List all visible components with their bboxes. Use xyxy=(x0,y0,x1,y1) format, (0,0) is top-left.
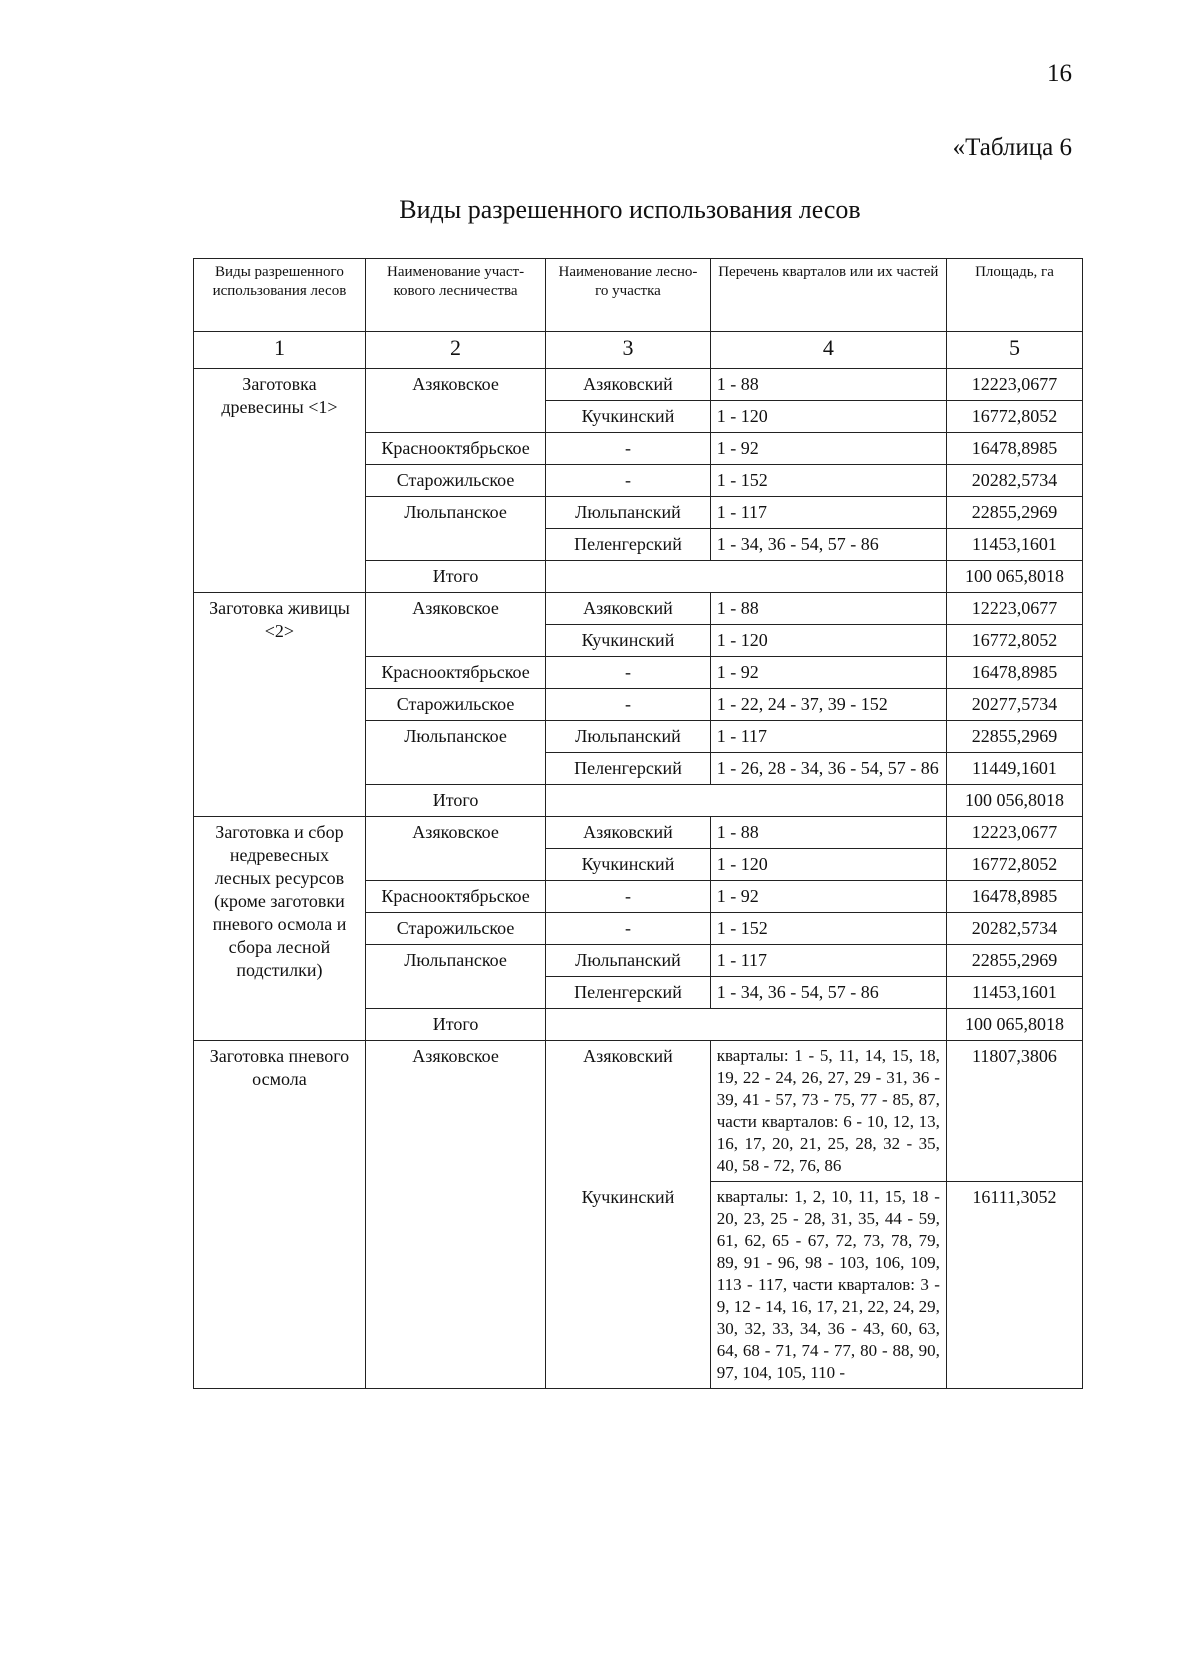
header-row xyxy=(194,259,1083,332)
area-cell: 16111,3052 xyxy=(946,1182,1082,1389)
quarters-cell: 1 - 26, 28 - 34, 36 - 54, 57 - 86 xyxy=(710,753,946,785)
header-district: Наименование участ-кового лесничества xyxy=(365,259,545,332)
district-cell: Люльпанское xyxy=(365,721,545,785)
area-cell: 22855,2969 xyxy=(946,945,1082,977)
area-cell: 20282,5734 xyxy=(946,913,1082,945)
table-label: «Таблица 6 xyxy=(952,134,1072,161)
total-empty-cell xyxy=(546,785,947,817)
total-label: Итого xyxy=(365,561,545,593)
area-cell: 20277,5734 xyxy=(946,689,1082,721)
quarters-cell: 1 - 34, 36 - 54, 57 - 86 xyxy=(710,529,946,561)
plot-cell: Азяковский xyxy=(546,1041,711,1182)
plot-cell: Кучкинский xyxy=(546,401,711,433)
plot-cell: Люльпанский xyxy=(546,497,711,529)
quarters-cell: кварталы: 1, 2, 10, 11, 15, 18 - 20, 23, 25 - 28, 31, 35, 44 - 59, 61, 62, 65 - 67, 72, 73, 78, 79, 89, 91 - 96, 98 - 103, 106, 109, 113 - 117, части кварталов: 3 - 9, 12 - 14, 16, 17, 21, 22, 24, 29, 30, 32, 33, 34, 36 - 43, 60, 63, 64, 68 - 71, 74 - 77, 80 - 88, 90, 97, 104, 105, 110 - xyxy=(710,1182,946,1389)
area-cell: 16772,8052 xyxy=(946,401,1082,433)
quarters-cell: 1 - 34, 36 - 54, 57 - 86 xyxy=(710,977,946,1009)
plot-cell: Азяковский xyxy=(546,817,711,849)
plot-cell: - xyxy=(546,657,711,689)
quarters-cell: кварталы: 1 - 5, 11, 14, 15, 18, 19, 22 - 24, 26, 27, 29 - 31, 36 - 39, 41 - 57, 73 - 75, 77 - 85, 87, части кварталов: 6 - 10, 12, 13, 16, 17, 20, 21, 25, 28, 32 - 35, 40, 58 - 72, 76, 86 xyxy=(710,1041,946,1182)
quarters-cell: 1 - 88 xyxy=(710,369,946,401)
quarters-cell: 1 - 117 xyxy=(710,497,946,529)
use-type-cell: Заготовка пневого осмола xyxy=(194,1041,366,1389)
plot-cell: Пеленгерский xyxy=(546,753,711,785)
column-number: 4 xyxy=(710,332,946,369)
quarters-cell: 1 - 88 xyxy=(710,593,946,625)
district-cell: Люльпанское xyxy=(365,497,545,561)
total-area: 100 065,8018 xyxy=(946,561,1082,593)
quarters-cell: 1 - 117 xyxy=(710,721,946,753)
use-type-cell: Заготовка древесины <1> xyxy=(194,369,366,593)
plot-cell: - xyxy=(546,881,711,913)
total-label: Итого xyxy=(365,1009,545,1041)
quarters-cell: 1 - 120 xyxy=(710,625,946,657)
header-area: Площадь, га xyxy=(946,259,1082,332)
quarters-cell: 1 - 120 xyxy=(710,849,946,881)
district-cell: Старожильское xyxy=(365,465,545,497)
plot-cell: Пеленгерский xyxy=(546,977,711,1009)
area-cell: 11807,3806 xyxy=(946,1041,1082,1182)
quarters-cell: 1 - 120 xyxy=(710,401,946,433)
plot-cell: - xyxy=(546,465,711,497)
plot-cell: - xyxy=(546,433,711,465)
area-cell: 16478,8985 xyxy=(946,657,1082,689)
area-cell: 22855,2969 xyxy=(946,721,1082,753)
header-plot: Наименование лесно-го участка xyxy=(546,259,711,332)
total-area: 100 065,8018 xyxy=(946,1009,1082,1041)
plot-cell: Азяковский xyxy=(546,369,711,401)
district-cell: Азяковское xyxy=(365,593,545,657)
table-row xyxy=(194,817,1083,849)
column-number: 3 xyxy=(546,332,711,369)
plot-cell: Люльпанский xyxy=(546,721,711,753)
plot-cell: Кучкинский xyxy=(546,1182,711,1389)
header-use-type: Виды разрешенного использования лесов xyxy=(194,259,366,332)
plot-cell: Пеленгерский xyxy=(546,529,711,561)
use-type-cell: Заготовка и сбор недревесных лесных ресурсов (кроме заготовки пневого осмола и сбора лесной подстилки) xyxy=(194,817,366,1041)
table-row xyxy=(194,1041,1083,1182)
area-cell: 16478,8985 xyxy=(946,881,1082,913)
column-number: 5 xyxy=(946,332,1082,369)
district-cell: Краснооктябрьское xyxy=(365,881,545,913)
district-cell: Старожильское xyxy=(365,689,545,721)
district-cell: Азяковское xyxy=(365,1041,545,1389)
page-number: 16 xyxy=(1047,60,1072,87)
area-cell: 16478,8985 xyxy=(946,433,1082,465)
plot-cell: - xyxy=(546,689,711,721)
area-cell: 20282,5734 xyxy=(946,465,1082,497)
total-area: 100 056,8018 xyxy=(946,785,1082,817)
total-empty-cell xyxy=(546,1009,947,1041)
district-cell: Азяковское xyxy=(365,817,545,881)
area-cell: 12223,0677 xyxy=(946,593,1082,625)
column-number: 1 xyxy=(194,332,366,369)
quarters-cell: 1 - 117 xyxy=(710,945,946,977)
area-cell: 16772,8052 xyxy=(946,849,1082,881)
area-cell: 12223,0677 xyxy=(946,817,1082,849)
table-row xyxy=(194,369,1083,401)
quarters-cell: 1 - 88 xyxy=(710,817,946,849)
quarters-cell: 1 - 92 xyxy=(710,881,946,913)
district-cell: Краснооктябрьское xyxy=(365,433,545,465)
quarters-cell: 1 - 152 xyxy=(710,465,946,497)
district-cell: Люльпанское xyxy=(365,945,545,1009)
plot-cell: - xyxy=(546,913,711,945)
total-label: Итого xyxy=(365,785,545,817)
plot-cell: Кучкинский xyxy=(546,625,711,657)
area-cell: 12223,0677 xyxy=(946,369,1082,401)
column-number: 2 xyxy=(365,332,545,369)
district-cell: Азяковское xyxy=(365,369,545,433)
quarters-cell: 1 - 92 xyxy=(710,657,946,689)
quarters-cell: 1 - 152 xyxy=(710,913,946,945)
plot-cell: Азяковский xyxy=(546,593,711,625)
quarters-cell: 1 - 92 xyxy=(710,433,946,465)
district-cell: Краснооктябрьское xyxy=(365,657,545,689)
total-empty-cell xyxy=(546,561,947,593)
plot-cell: Кучкинский xyxy=(546,849,711,881)
quarters-cell: 1 - 22, 24 - 37, 39 - 152 xyxy=(710,689,946,721)
area-cell: 11453,1601 xyxy=(946,529,1082,561)
district-cell: Старожильское xyxy=(365,913,545,945)
area-cell: 11449,1601 xyxy=(946,753,1082,785)
use-type-cell: Заготовка живицы <2> xyxy=(194,593,366,817)
area-cell: 16772,8052 xyxy=(946,625,1082,657)
document-title: Виды разрешенного использования лесов xyxy=(399,195,861,224)
area-cell: 22855,2969 xyxy=(946,497,1082,529)
column-number-row xyxy=(194,332,1083,369)
forest-use-table xyxy=(193,258,1083,1389)
header-quarters: Перечень кварталов или их частей xyxy=(710,259,946,332)
table-row xyxy=(194,593,1083,625)
area-cell: 11453,1601 xyxy=(946,977,1082,1009)
plot-cell: Люльпанский xyxy=(546,945,711,977)
